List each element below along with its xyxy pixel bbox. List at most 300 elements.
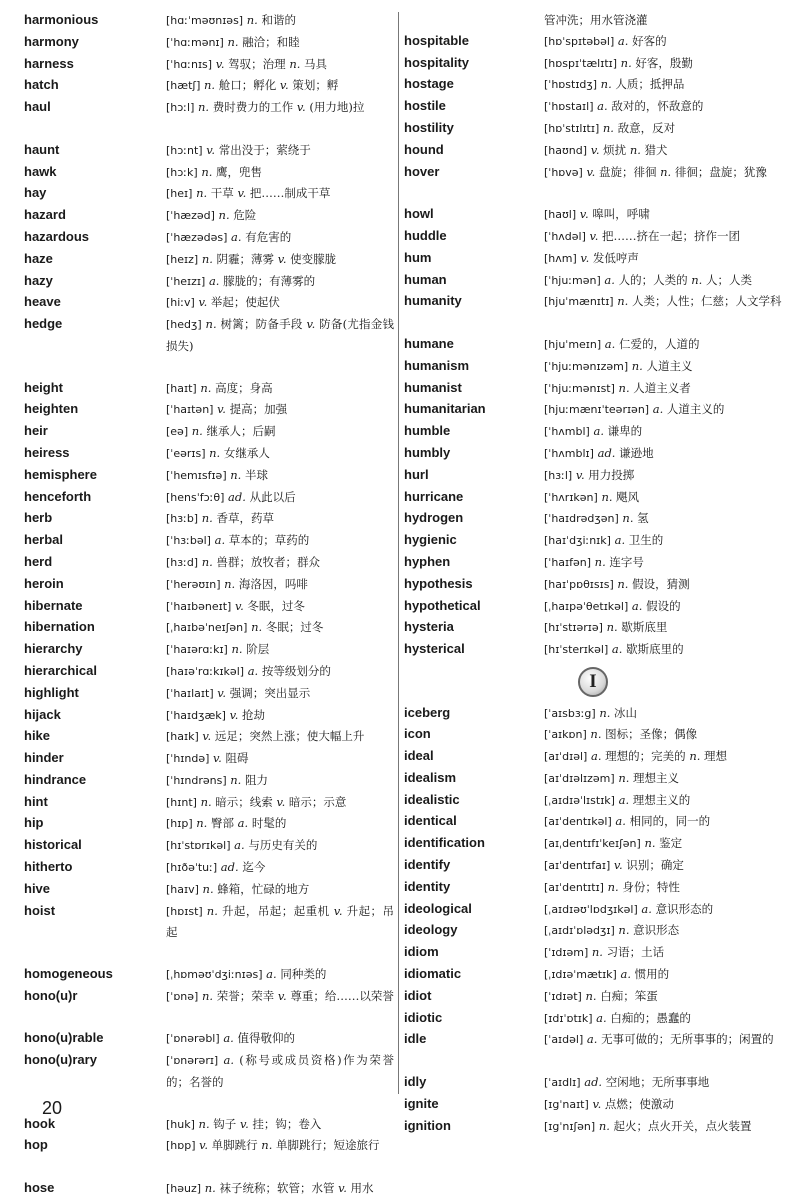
part-of-speech: v. (209, 751, 222, 766)
dictionary-entry (404, 53, 782, 75)
definition (544, 378, 782, 400)
dictionary-entry (404, 1029, 782, 1051)
phonetic: [haʊl] (544, 208, 577, 222)
dictionary-entry (404, 703, 782, 725)
part-of-speech: a. (616, 967, 632, 982)
dictionary-entry (404, 746, 782, 768)
definition (544, 1094, 782, 1116)
part-of-speech: n. (595, 705, 611, 720)
part-of-speech: a. (205, 273, 220, 288)
meaning-text: 谦逊地 (615, 445, 654, 460)
definition (544, 617, 782, 639)
headword: hurl (404, 466, 429, 482)
dictionary-entry (404, 204, 782, 226)
meaning-text: 理想的；完美的 (601, 749, 690, 764)
headword: hijack (24, 706, 61, 722)
part-of-speech: ad. (217, 860, 239, 875)
definition (544, 574, 782, 596)
part-of-speech: a. (592, 1010, 607, 1025)
dictionary-entry (404, 552, 782, 574)
definition (166, 552, 394, 574)
meaning-text: 理想主义 (629, 770, 680, 785)
phonetic: [ˈhɜːbəl] (166, 534, 211, 548)
part-of-speech: n. (586, 727, 602, 742)
meaning-text: 香草，药草 (212, 511, 274, 526)
definition (166, 705, 394, 727)
phonetic: [aɪˌdentɪfɪˈkeɪʃən] (544, 837, 641, 851)
definition (544, 1008, 782, 1030)
phonetic: [ɪgˈnaɪt] (544, 1097, 589, 1111)
definition (544, 270, 782, 292)
meaning-text: 假设的 (642, 598, 681, 613)
meaning-text: 意识形态 (629, 923, 680, 938)
definition (544, 356, 782, 378)
part-of-speech: a. (244, 663, 259, 678)
definition (166, 748, 394, 770)
headword: idle (404, 1031, 427, 1047)
definition (166, 140, 394, 162)
meaning-text: 空闲地；无所事事地 (602, 1075, 710, 1090)
part-of-speech: n. (188, 424, 203, 439)
meaning-text: 白痴；笨蛋 (596, 988, 658, 1003)
headword: heave (24, 294, 61, 310)
dictionary-entry (404, 140, 782, 162)
definition (544, 334, 782, 356)
meaning-text: 和谐的 (257, 13, 296, 27)
headword: hostility (404, 119, 454, 135)
definition (166, 227, 394, 249)
headword: heiress (24, 444, 70, 460)
part-of-speech: a. (210, 533, 226, 548)
definition (166, 617, 394, 639)
headword: hinder (24, 750, 64, 766)
headword: identity (404, 878, 451, 894)
part-of-speech: n. (617, 55, 632, 70)
part-of-speech: v. (231, 598, 244, 613)
part-of-speech: n. (223, 34, 239, 49)
meaning-text: 人的；人类的 (614, 272, 692, 287)
meaning-text: 敌意，反对 (613, 120, 676, 135)
dictionary-entry (24, 552, 394, 574)
dictionary-entry (404, 1008, 782, 1030)
phonetic: [eə] (166, 425, 189, 439)
dictionary-entry (24, 183, 394, 205)
dictionary-entry (24, 879, 394, 901)
meaning-text: 荣誉；荣幸 (213, 988, 278, 1003)
definition (166, 183, 394, 205)
meaning-text: 抢劫 (238, 707, 266, 722)
dictionary-entry (404, 226, 782, 248)
phonetic: [hætʃ] (166, 79, 201, 93)
definition (166, 1178, 394, 1200)
definition (544, 552, 782, 574)
dictionary-entry (404, 942, 782, 964)
meaning-text: 从此以后 (245, 489, 296, 504)
phonetic: [ˈhemɪsfɪə] (166, 468, 227, 482)
meaning-text: 卫生的 (625, 533, 664, 548)
section-letter: I (589, 670, 597, 692)
part-of-speech: n. (614, 923, 630, 938)
phonetic: [ˌaɪdɪəˈlɪstɪk] (544, 793, 615, 807)
part-of-speech: v. (195, 1138, 208, 1153)
phonetic: [heɪ] (166, 187, 193, 201)
headword: hurricane (404, 488, 464, 504)
meaning-text: 用水 (346, 1181, 374, 1196)
headword: hypothetical (404, 597, 481, 613)
headword: ideal (404, 748, 434, 764)
phonetic: [ˈhɒstaɪl] (544, 100, 594, 114)
meaning-text: 暗示；示意 (285, 794, 347, 809)
definition (166, 574, 394, 596)
dictionary-entry (24, 205, 394, 227)
headword: iceberg (404, 704, 451, 720)
meaning-text: 马具 (300, 56, 328, 71)
definition (544, 10, 782, 31)
dictionary-entry (404, 96, 782, 118)
line-continuation-gap (24, 1157, 394, 1178)
definition (544, 790, 782, 812)
meaning-text: 鉴定 (655, 836, 683, 851)
part-of-speech: n. (198, 251, 213, 266)
phonetic: [hɒp] (166, 1139, 196, 1153)
part-of-speech: v. (212, 56, 225, 71)
phonetic: [haʊnd] (544, 143, 588, 157)
dictionary-entry (24, 97, 394, 119)
dictionary-entry (24, 901, 394, 944)
phonetic: [aɪˈdɪəlɪzəm] (544, 771, 615, 785)
phonetic: [ˈhaɪlaɪt] (166, 686, 214, 700)
part-of-speech: n. (247, 620, 263, 635)
headword: hum (404, 249, 432, 265)
meaning-text: 阻力 (241, 772, 268, 787)
dictionary-entry (24, 726, 394, 748)
meaning-text: 谦卑的 (604, 424, 643, 439)
part-of-speech: v. (194, 295, 208, 310)
meaning-text: 惯用的 (631, 967, 670, 982)
dictionary-entry (24, 792, 394, 814)
part-of-speech: n. (226, 772, 242, 787)
headword: humble (404, 423, 451, 439)
part-of-speech: n. (196, 380, 212, 395)
dictionary-entry (404, 31, 782, 53)
phonetic: [ˈhɪndrəns] (166, 773, 227, 787)
part-of-speech: v. (587, 142, 600, 157)
headword: hospitality (404, 54, 470, 70)
section-letter-header (404, 661, 782, 703)
headword: ideology (404, 922, 458, 938)
phonetic: [ˈaɪkɒn] (544, 728, 587, 742)
phonetic: [ˈhæzəd] (166, 209, 215, 223)
definition (166, 879, 394, 901)
phonetic: [aɪˈdentɪkəl] (544, 815, 612, 829)
phonetic: [ˈhɑːnɪs] (166, 57, 213, 71)
headword: harness (24, 55, 74, 71)
meaning-text: 与历史有关的 (244, 838, 318, 853)
meaning-text: 危险 (229, 208, 257, 223)
definition (544, 226, 782, 248)
dictionary-entry (24, 465, 394, 487)
meaning-text: 冬眠；过冬 (262, 620, 324, 635)
phonetic: [hɔːk] (166, 165, 198, 179)
headword: idiot (404, 987, 432, 1003)
meaning-text: 策划；孵 (288, 78, 339, 93)
part-of-speech: n. (220, 576, 236, 591)
headword: hitherto (24, 859, 73, 875)
meaning-text: 强调；突出显示 (226, 685, 311, 700)
part-of-speech: ad. (580, 1075, 603, 1090)
part-of-speech: n. (214, 208, 230, 223)
headword: hyphen (404, 553, 451, 569)
headword: humanism (404, 357, 470, 373)
part-of-speech: a. (611, 814, 626, 829)
phonetic: [hʌm] (544, 251, 577, 265)
phonetic: [ˈhɒvə] (544, 165, 583, 179)
dictionary-entry (24, 421, 394, 443)
dictionary-entry (404, 421, 782, 443)
headword: hoist (24, 902, 56, 918)
meaning-text: 鹰，兜售 (212, 164, 263, 179)
dictionary-entry (24, 1135, 394, 1157)
dictionary-entry (404, 899, 782, 921)
meaning-text: 阶层 (242, 642, 270, 657)
meaning-text: 理想主义的 (629, 792, 691, 807)
meaning-text: 升起，吊起；起重机 (217, 903, 334, 918)
dictionary-entry (404, 465, 782, 487)
dictionary-entry (24, 530, 394, 552)
phonetic: [ˈɒnərərɪ] (166, 1054, 219, 1068)
part-of-speech: a. (227, 229, 242, 244)
meaning-text: 提高；加强 (225, 402, 288, 417)
part-of-speech: a. (593, 99, 608, 114)
definition (166, 835, 394, 857)
meaning-text: 时髦的 (248, 816, 287, 831)
meaning-text: 融洽；和睦 (238, 34, 300, 49)
phonetic: [aɪˈdɪəl] (544, 750, 588, 764)
definition (544, 1072, 782, 1094)
part-of-speech: v. (585, 228, 599, 243)
part-of-speech: a. (608, 642, 623, 657)
definition (166, 443, 394, 465)
dictionary-entry (24, 617, 394, 639)
phonetic: [ˈhɒstɪdʒ] (544, 78, 598, 92)
headword: idiom (404, 944, 439, 960)
part-of-speech: a. (614, 33, 629, 48)
definition (544, 74, 782, 96)
phonetic: [hɪnt] (166, 795, 197, 809)
dictionary-entry (24, 813, 394, 835)
definition (166, 32, 394, 54)
meaning-text: 好客，殷勤 (631, 55, 693, 70)
meaning-text: 迄今 (238, 860, 266, 875)
headword: hypothesis (404, 575, 473, 591)
part-of-speech: v. (237, 186, 247, 201)
dictionary-entry (24, 227, 394, 249)
meaning-text: 干草 (207, 186, 238, 201)
headword: henceforth (24, 488, 92, 504)
part-of-speech: a. (218, 1053, 235, 1068)
headword: idealistic (404, 791, 460, 807)
definition (544, 465, 782, 487)
line-continuation-gap (404, 313, 782, 334)
dictionary-entry (24, 596, 394, 618)
phonetic: [ˈhɑːmənɪ] (166, 35, 224, 49)
phonetic: [hɪp] (166, 817, 193, 831)
dictionary-entry (24, 314, 394, 357)
part-of-speech: n. (198, 988, 214, 1003)
phonetic: [ɪgˈnɪʃən] (544, 1119, 596, 1133)
meaning-text: 识别；确定 (622, 858, 684, 873)
headword: idiomatic (404, 966, 462, 982)
phonetic: [hiːv] (166, 296, 195, 310)
meaning-text: 身份；特性 (618, 879, 680, 894)
phonetic: [hɑːˈməʊnɪəs] (166, 14, 244, 27)
dictionary-entry (404, 724, 782, 746)
definition (544, 1116, 782, 1138)
meaning-text: 把……制成干草 (246, 186, 331, 201)
definition (544, 118, 782, 140)
definition (544, 291, 782, 313)
line-continuation-gap (24, 357, 394, 378)
phonetic: [aɪˈdentɪfaɪ] (544, 859, 611, 873)
line-continuation-gap (24, 943, 394, 964)
part-of-speech: a. (628, 598, 643, 613)
headword: harmonious (24, 12, 99, 27)
headword: historical (24, 837, 82, 853)
definition (166, 901, 394, 944)
definition (166, 857, 394, 879)
phonetic: [ˈhjuːmən] (544, 273, 601, 287)
dictionary-entry (404, 356, 782, 378)
column-divider (398, 12, 399, 1094)
definition (544, 421, 782, 443)
meaning-text: 挂；钩；卷入 (248, 1116, 322, 1131)
dictionary-entry (24, 32, 394, 54)
phonetic: [ˈhɪndə] (166, 752, 210, 766)
headword: heir (24, 423, 48, 439)
headword: hook (24, 1115, 56, 1131)
phonetic: [ˈaɪsbɜːg] (544, 706, 596, 720)
meaning-text: 单脚跳行 (207, 1138, 262, 1153)
headword: hono(u)rable (24, 1030, 104, 1046)
meaning-text: 高度；身高 (211, 380, 273, 395)
phonetic: [hjuˈmeɪn] (544, 337, 602, 351)
headword: identical (404, 813, 457, 829)
meaning-text: 理想 (700, 749, 728, 764)
meaning-text: 远足；突然上涨；使大幅上升 (211, 729, 365, 744)
part-of-speech: a. (237, 816, 249, 831)
line-continuation-gap (404, 183, 782, 204)
phonetic: [haɪv] (166, 882, 199, 896)
part-of-speech: n. (201, 1181, 216, 1196)
meaning-text: 舱口；孵化 (215, 78, 280, 93)
meaning-text: 驾驭；治理 (224, 56, 290, 71)
headword: hip (24, 815, 44, 831)
headword: haunt (24, 141, 60, 157)
headword: hay (24, 185, 47, 201)
part-of-speech: n. (198, 511, 213, 526)
phonetic: [haɪt] (166, 381, 197, 395)
phonetic: [haɪˈpɒθɪsɪs] (544, 577, 614, 591)
headword: hint (24, 793, 48, 809)
dictionary-entry (404, 877, 782, 899)
part-of-speech: n. (588, 945, 603, 960)
headword: herb (24, 510, 53, 526)
part-of-speech: n. (613, 576, 629, 591)
phonetic: [ˈɪdɪət] (544, 989, 582, 1003)
meaning-text: 发低哼声 (589, 250, 639, 265)
dictionary-entry (404, 833, 782, 855)
headword: human (404, 271, 447, 287)
headword: hostage (404, 76, 454, 92)
phonetic: [ˈhaɪtən] (166, 403, 214, 417)
definition (166, 596, 394, 618)
definition (544, 724, 782, 746)
phonetic: [ˈhaɪbəneɪt] (166, 599, 232, 613)
dictionary-entry (404, 74, 782, 96)
meaning-text: 冰山 (610, 705, 638, 720)
definition (166, 75, 394, 97)
phonetic: [hɔːl] (166, 101, 195, 115)
definition (166, 10, 394, 32)
headword: humanity (404, 293, 462, 309)
part-of-speech: n. (618, 511, 634, 526)
part-of-speech: v. (213, 402, 226, 417)
dictionary-entry (404, 118, 782, 140)
headword: identification (404, 835, 485, 851)
dictionary-entry (404, 639, 782, 661)
meaning-text: 草本的；草药的 (225, 533, 310, 548)
definition (166, 813, 394, 835)
dictionary-entry (404, 443, 782, 465)
meaning-text: 假设，猜测 (628, 576, 690, 591)
meaning-text: 管冲洗；用水管浇灌 (544, 13, 648, 27)
part-of-speech: v. (588, 1096, 602, 1111)
part-of-speech: n. (591, 554, 606, 569)
definition (544, 31, 782, 53)
definition (166, 508, 394, 530)
headword: hazy (24, 272, 53, 288)
meaning-text: 把……挤在一起；挤作一团 (598, 228, 741, 243)
part-of-speech: n. (599, 120, 614, 135)
part-of-speech: v. (572, 467, 585, 482)
dictionary-entry (404, 399, 782, 421)
headword: highlight (24, 684, 79, 700)
headword: hono(u)rary (24, 1052, 97, 1068)
definition (544, 639, 782, 661)
meaning-text: 袜子统称；软管；水管 (215, 1181, 339, 1196)
headword: icon (404, 726, 431, 742)
dictionary-entry (24, 964, 394, 986)
headword: hibernation (24, 619, 95, 635)
meaning-text: 猎犬 (640, 142, 668, 157)
dictionary-entry (404, 530, 782, 552)
meaning-text: 仁爱的，人道的 (615, 336, 700, 351)
headword: humbly (404, 444, 451, 460)
dictionary-entry (404, 617, 782, 639)
headword: ideological (404, 900, 472, 916)
part-of-speech: n. (243, 13, 258, 27)
meaning-text: 值得敬仰的 (233, 1031, 295, 1046)
definition (166, 770, 394, 792)
line-continuation-gap (24, 1008, 394, 1029)
headword: harmony (24, 33, 79, 49)
page-number: 20 (42, 1098, 63, 1118)
definition (544, 768, 782, 790)
phonetic: [ˌhaɪpəˈθetɪkəl] (544, 599, 629, 613)
part-of-speech: n. (614, 770, 630, 785)
part-of-speech: v. (576, 207, 589, 222)
phonetic: [ˈhʌmbl] (544, 425, 590, 439)
